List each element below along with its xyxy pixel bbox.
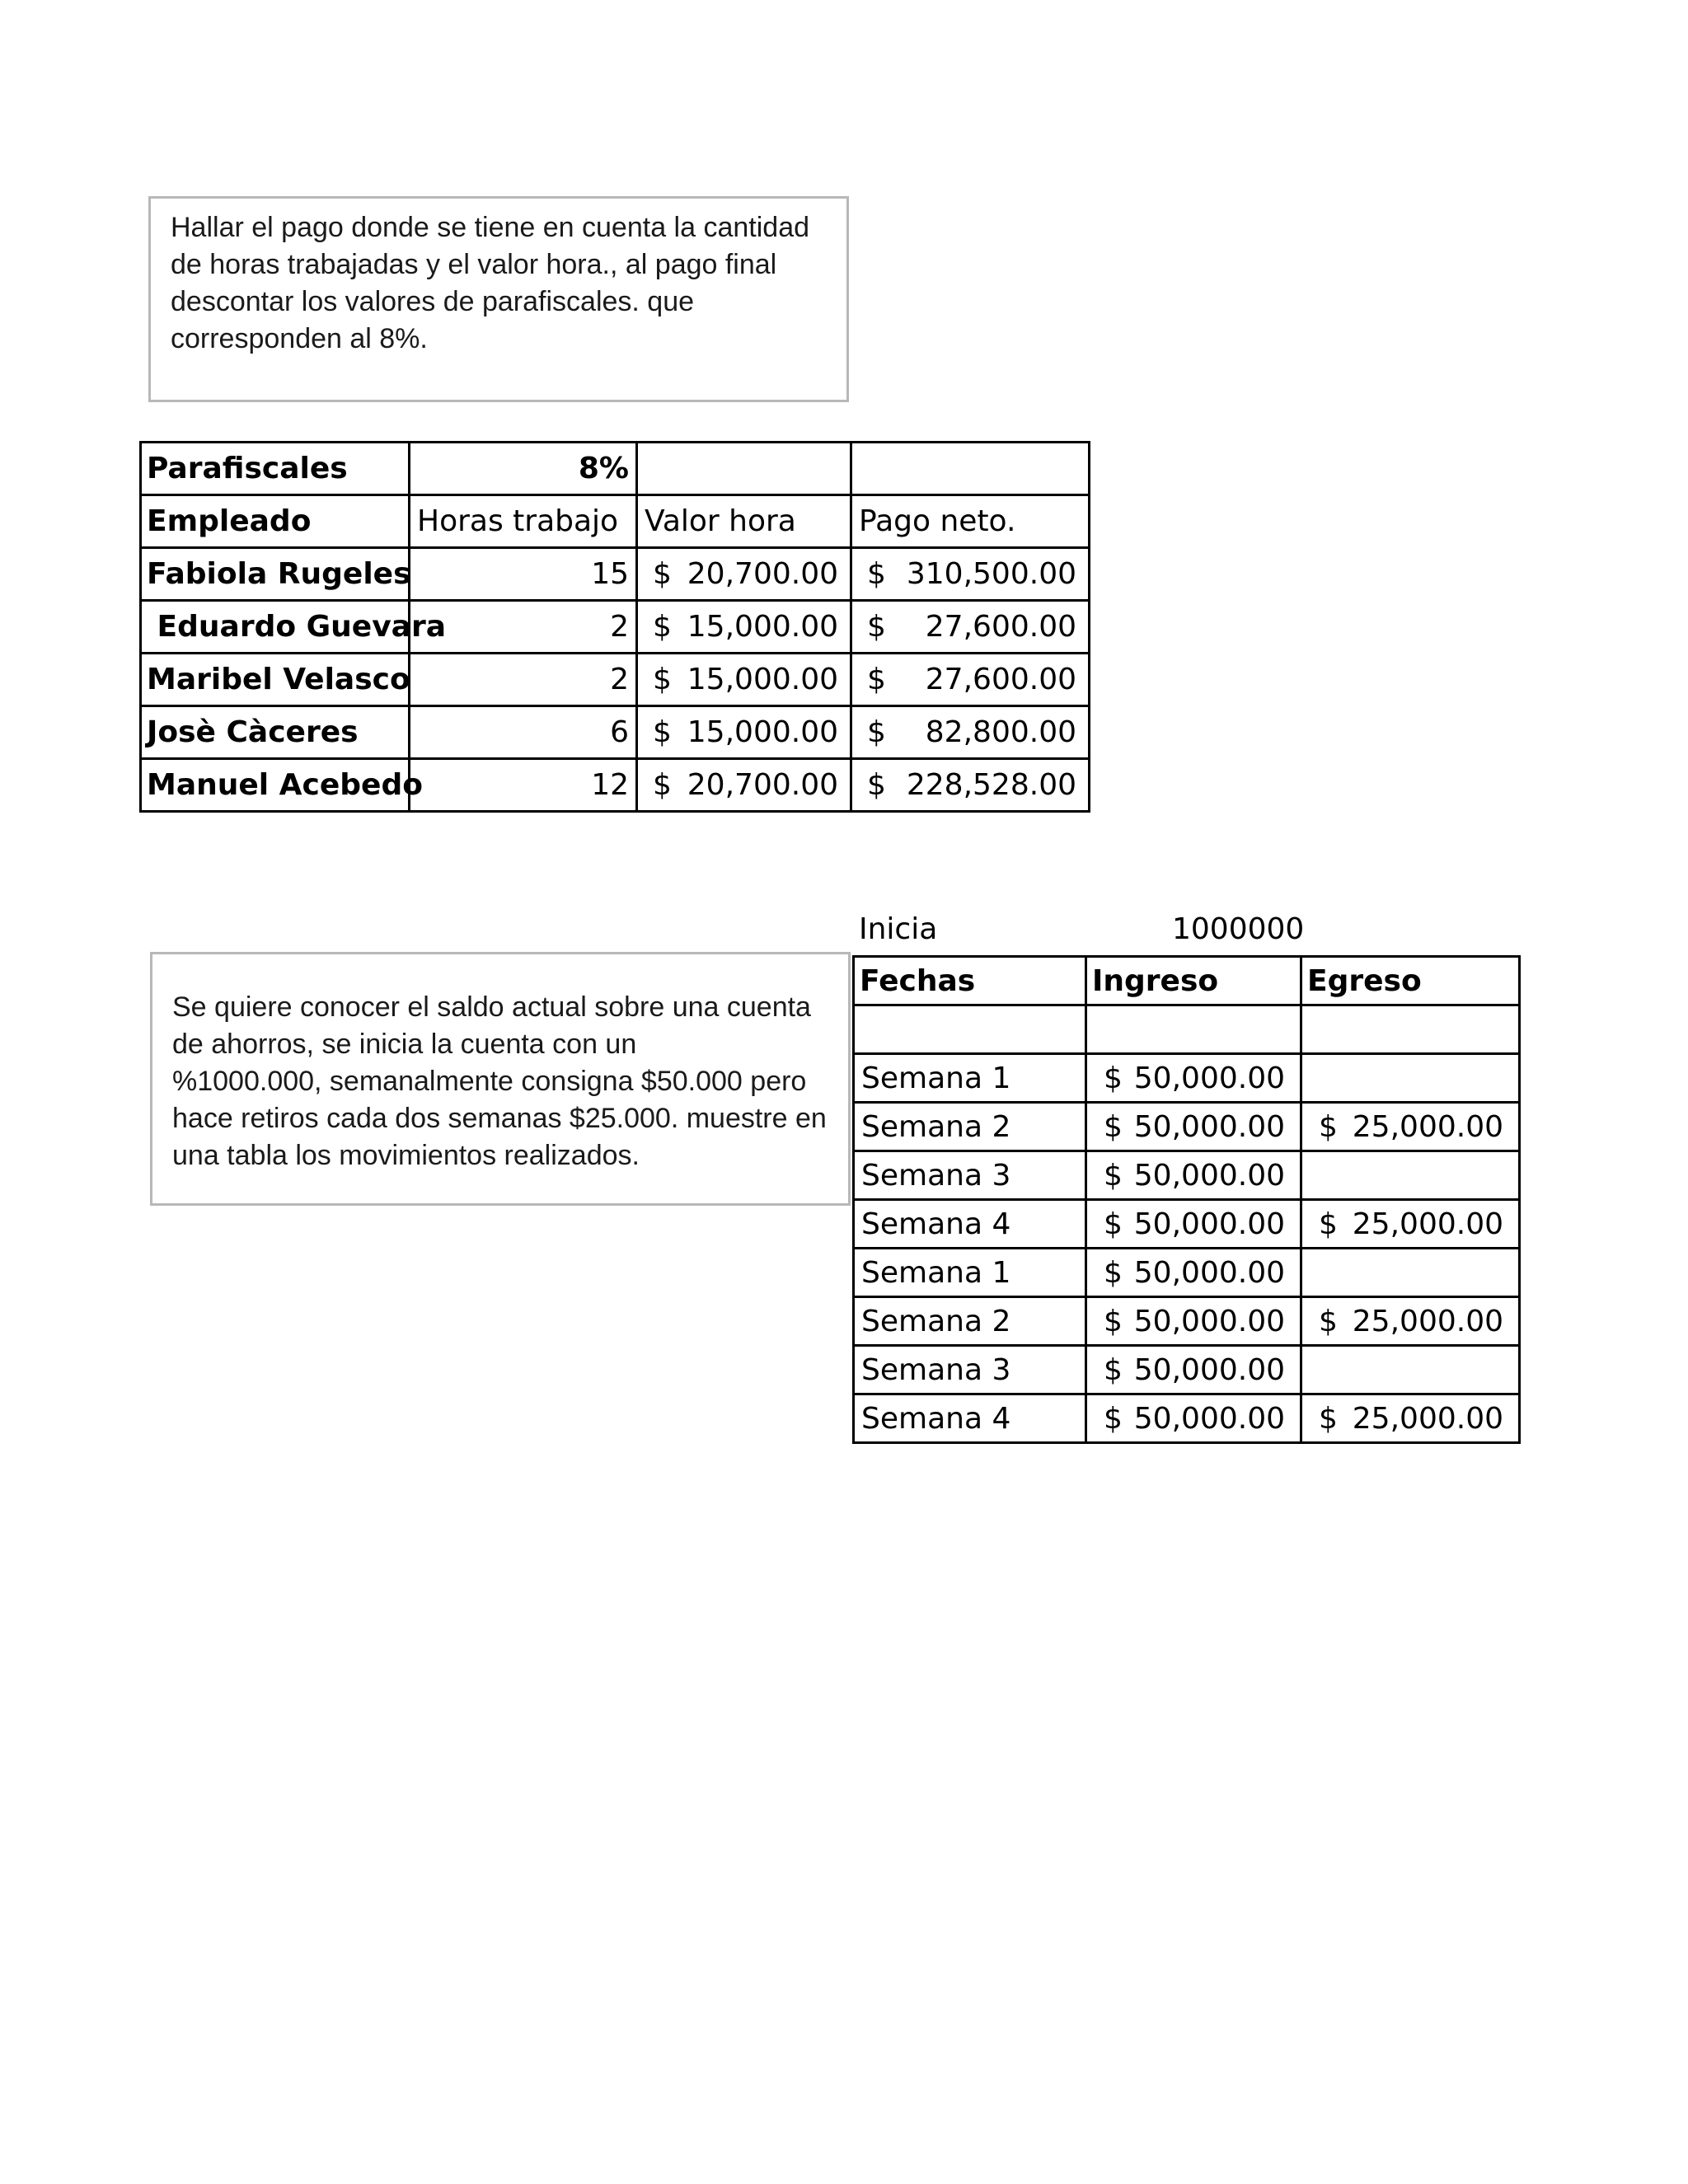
table-header-row [854,957,1520,1005]
week-label[interactable]: Semana 4 [854,1200,1086,1249]
amount: 25,000.00 [1352,1304,1503,1338]
currency-sign: $ [867,715,886,749]
currency-sign: $ [1104,1401,1123,1436]
currency-sign: $ [1104,1061,1123,1095]
table-row [854,1249,1520,1297]
net-pay[interactable] [851,654,1090,706]
instruction-line: hace retiros cada dos semanas $25.000. muestre en [172,1103,827,1134]
currency-sign: $ [1104,1352,1123,1387]
currency-sign: $ [1104,1109,1123,1144]
currency-sign: $ [1319,1207,1338,1241]
employee-name[interactable]: Maribel Velasco [141,654,410,706]
header-empleado[interactable]: Empleado [141,495,410,548]
amount: 25,000.00 [1352,1401,1503,1436]
currency-sign: $ [867,768,886,802]
employee-name[interactable]: Eduardo Guevara [141,601,410,654]
instruction-line: corresponden al 8%. [171,323,428,354]
amount: 15,000.00 [687,663,838,696]
instructions-box-savings [150,952,851,1206]
amount: 27,600.00 [925,610,1076,644]
employee-name[interactable]: Fabiola Rugeles [141,548,410,601]
header-horas-trabajo[interactable]: Horas trabajo [410,495,637,548]
amount: 50,000.00 [1133,1158,1285,1193]
ingreso-amount[interactable] [1086,1054,1301,1103]
instruction-line: de ahorros, se inicia la cuenta con un [172,1029,637,1060]
amount: 50,000.00 [1133,1207,1285,1241]
week-label[interactable]: Semana 4 [854,1394,1086,1443]
hours-worked[interactable]: 6 [410,706,637,759]
instructions-box-payroll [148,196,849,402]
ingreso-amount[interactable] [1086,1249,1301,1297]
amount: 50,000.00 [1133,1304,1285,1338]
currency-sign: $ [653,663,672,696]
table-row [854,1297,1520,1346]
inicia-value[interactable]: 1000000 [1172,912,1305,946]
amount: 15,000.00 [687,610,838,644]
table-row [854,1054,1520,1103]
table-row [854,1394,1520,1443]
table-row [141,654,1090,706]
instruction-line: descontar los valores de parafiscales. que [171,286,695,317]
table-row [854,1346,1520,1394]
amount: 20,700.00 [687,768,838,802]
header-egreso[interactable]: Egreso [1301,957,1520,1005]
hourly-rate[interactable] [637,601,851,654]
ingreso-amount[interactable] [1086,1346,1301,1394]
parafiscales-label[interactable]: Parafiscales [141,443,410,495]
net-pay[interactable] [851,759,1090,812]
table-row [141,548,1090,601]
egreso-amount[interactable] [1301,1394,1520,1443]
empty-cell[interactable] [1301,1005,1520,1054]
hourly-rate[interactable] [637,759,851,812]
currency-sign: $ [653,557,672,591]
table-row [141,706,1090,759]
parafiscales-value[interactable]: 8% [410,443,637,495]
ingreso-amount[interactable] [1086,1297,1301,1346]
week-label[interactable]: Semana 3 [854,1346,1086,1394]
table-row [141,759,1090,812]
empty-cell[interactable] [637,443,851,495]
hours-worked[interactable]: 15 [410,548,637,601]
table-row [854,1151,1520,1200]
table-row [141,443,1090,495]
header-valor-hora[interactable]: Valor hora [637,495,851,548]
table-header-row [141,495,1090,548]
header-ingreso[interactable]: Ingreso [1086,957,1301,1005]
instruction-line: de horas trabajadas y el valor hora., al pago final [171,249,777,280]
amount: 20,700.00 [687,557,838,591]
table-row [854,1103,1520,1151]
week-label[interactable]: Semana 2 [854,1297,1086,1346]
inicia-label[interactable]: Inicia [859,912,938,946]
amount: 50,000.00 [1133,1401,1285,1436]
amount: 15,000.00 [687,715,838,749]
egreso-amount[interactable] [1301,1297,1520,1346]
currency-sign: $ [1319,1109,1338,1144]
amount: 50,000.00 [1133,1352,1285,1387]
employee-name[interactable]: Josè Càceres [141,706,410,759]
table-row [854,1200,1520,1249]
currency-sign: $ [1319,1401,1338,1436]
currency-sign: $ [867,610,886,644]
hours-worked[interactable]: 2 [410,601,637,654]
currency-sign: $ [867,663,886,696]
amount: 50,000.00 [1133,1255,1285,1290]
amount: 25,000.00 [1352,1109,1503,1144]
egreso-amount[interactable] [1301,1103,1520,1151]
ingreso-amount[interactable] [1086,1151,1301,1200]
savings-ledger-table [852,955,1521,1444]
currency-sign: $ [653,610,672,644]
net-pay[interactable] [851,706,1090,759]
currency-sign: $ [1104,1158,1123,1193]
ingreso-amount[interactable] [1086,1200,1301,1249]
currency-sign: $ [653,715,672,749]
amount: 27,600.00 [925,663,1076,696]
currency-sign: $ [867,557,886,591]
currency-sign: $ [1104,1255,1123,1290]
currency-sign: $ [1104,1207,1123,1241]
week-label[interactable]: Semana 1 [854,1054,1086,1103]
instruction-line: una tabla los movimientos realizados. [172,1140,640,1171]
amount: 25,000.00 [1352,1207,1503,1241]
instruction-line: %1000.000, semanalmente consigna $50.000 pero [172,1066,807,1097]
employee-name[interactable]: Manuel Acebedo [141,759,410,812]
hourly-rate[interactable] [637,548,851,601]
hours-worked[interactable]: 12 [410,759,637,812]
net-pay[interactable] [851,601,1090,654]
egreso-amount[interactable] [1301,1151,1520,1200]
ingreso-amount[interactable] [1086,1103,1301,1151]
net-pay[interactable] [851,548,1090,601]
egreso-amount[interactable] [1301,1054,1520,1103]
amount: 82,800.00 [925,715,1076,749]
payroll-table [139,441,1090,813]
week-label[interactable]: Semana 2 [854,1103,1086,1151]
hours-worked[interactable]: 2 [410,654,637,706]
hourly-rate[interactable] [637,654,851,706]
empty-cell[interactable] [1086,1005,1301,1054]
table-row [141,601,1090,654]
currency-sign: $ [653,768,672,802]
amount: 310,500.00 [906,557,1076,591]
ingreso-amount[interactable] [1086,1394,1301,1443]
egreso-amount[interactable] [1301,1200,1520,1249]
week-label[interactable]: Semana 3 [854,1151,1086,1200]
amount: 228,528.00 [906,768,1076,802]
empty-cell[interactable] [851,443,1090,495]
header-pago-neto[interactable]: Pago neto. [851,495,1090,548]
currency-sign: $ [1104,1304,1123,1338]
currency-sign: $ [1319,1304,1338,1338]
instruction-line: Se quiere conocer el saldo actual sobre una cuenta [172,991,811,1023]
egreso-amount[interactable] [1301,1249,1520,1297]
instruction-line: Hallar el pago donde se tiene en cuenta la cantidad [171,212,810,243]
egreso-amount[interactable] [1301,1346,1520,1394]
amount: 50,000.00 [1133,1109,1285,1144]
table-row [854,1005,1520,1054]
amount: 50,000.00 [1133,1061,1285,1095]
week-label[interactable]: Semana 1 [854,1249,1086,1297]
hourly-rate[interactable] [637,706,851,759]
empty-cell[interactable] [854,1005,1086,1054]
header-fechas[interactable]: Fechas [854,957,1086,1005]
